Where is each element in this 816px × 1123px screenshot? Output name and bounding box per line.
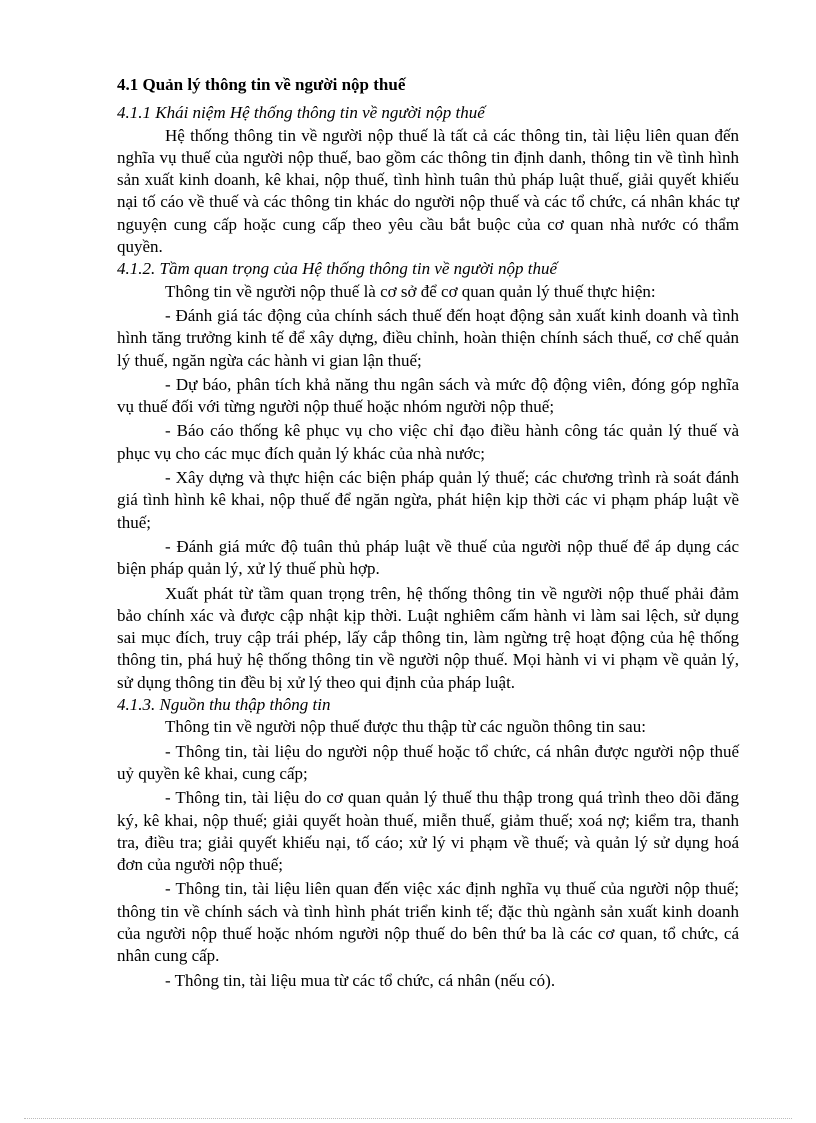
source-item: - Thông tin, tài liệu liên quan đến việc xác định nghĩa vụ thuế của người nộp thuế; thông tin về chính sách và tình hình phát triển kinh tế; đặc thù ngành sản xuất kinh doanh của người nộp thuế hoặc nhóm người nộp thuế do bên thứ ba là các cơ quan, tổ chức, cá nhân cung cấp. — [117, 879, 739, 966]
importance-item: - Đánh giá tác động của chính sách thuế đến hoạt động sản xuất kinh doanh và tình hình tăng trưởng kinh tế để xây dựng, điều chỉnh, hoàn thiện chính sách thuế, cơ chế quản lý thuế, ngăn ngừa các hành vi gian lận thuế; — [117, 305, 739, 370]
source-item: - Thông tin, tài liệu mua từ các tổ chức, cá nhân (nếu có). — [165, 970, 556, 990]
importance-intro: Thông tin về người nộp thuế là cơ sở để cơ quan quản lý thuế thực hiện: — [165, 281, 656, 301]
importance-item: - Dự báo, phân tích khả năng thu ngân sách và mức độ động viên, đóng góp nghĩa vụ thuế đối với từng người nộp thuế hoặc nhóm người nộp thuế; — [117, 374, 739, 417]
importance-conclusion: Xuất phát từ tầm quan trọng trên, hệ thống thông tin về người nộp thuế phải đảm bảo chính xác và được cập nhật kịp thời. Luật nghiêm cấm hành vi làm sai lệch, sử dụng sai mục đích, truy cập trái phép, lấy cắp thông tin, làm ngừng trệ hoạt động của hệ thống thông tin, phá huỷ hệ thống thông tin về người nộp thuế. Mọi hành vi vi phạm về quản lý, sử dụng thông tin đều bị xử lý theo qui định của pháp luật. — [117, 583, 739, 692]
importance-item: - Xây dựng và thực hiện các biện pháp quản lý thuế; các chương trình rà soát đánh giá tình hình kê khai, nộp thuế để ngăn ngừa, phát hiện kịp thời các vi phạm pháp luật về thuế; — [117, 468, 739, 532]
sources-intro: Thông tin về người nộp thuế được thu thập từ các nguồn thông tin sau: — [165, 717, 646, 737]
importance-item: - Đánh giá mức độ tuân thủ pháp luật về thuế của người nộp thuế để áp dụng các biện pháp quản lý, xử lý thuế phù hợp. — [117, 536, 739, 579]
source-item: - Thông tin, tài liệu do người nộp thuế hoặc tổ chức, cá nhân được người nộp thuế uỷ quyền kê khai, cung cấp; — [117, 741, 739, 783]
document-page — [117, 74, 739, 992]
page-bottom-divider — [24, 1118, 792, 1119]
subsection-heading-importance: 4.1.2. Tầm quan trọng của Hệ thống thông tin về người nộp thuế — [117, 259, 558, 279]
importance-item: - Báo cáo thống kê phục vụ cho việc chỉ đạo điều hành công tác quản lý thuế và phục vụ cho các mục đích quản lý khác của nhà nước; — [117, 421, 739, 463]
section-heading: 4.1 Quản lý thông tin về người nộp thuế — [117, 75, 406, 94]
subsection-heading-sources: 4.1.3. Nguồn thu thập thông tin — [117, 695, 331, 715]
subsection-heading-concept: 4.1.1 Khái niệm Hệ thống thông tin về người nộp thuế — [117, 103, 485, 123]
source-item: - Thông tin, tài liệu do cơ quan quản lý thuế thu thập trong quá trình theo dõi đăng ký, kê khai, nộp thuế; giải quyết hoàn thuế, miễn thuế, giảm thuế; xoá nợ; kiểm tra, thanh tra, điều tra; giải quyết khiếu nại, tố cáo; xử lý vi phạm về thuế; và quản lý sử dụng hoá đơn của người nộp thuế; — [117, 788, 739, 875]
concept-paragraph: Hệ thống thông tin về người nộp thuế là tất cả các thông tin, tài liệu liên quan đến nghĩa vụ thuế của người nộp thuế, bao gồm các thông tin định danh, thông tin về tình hình sản xuất kinh doanh, kê khai, nộp thuế, tình hình tuân thủ pháp luật thuế, giải quyết khiếu nại tố cáo về thuế và các thông tin khác do người nộp thuế và các tổ chức, cá nhân khác tự nguyện cung cấp hoặc cung cấp theo yêu cầu bắt buộc của cơ quan nhà nước có thẩm quyền. — [117, 125, 739, 257]
